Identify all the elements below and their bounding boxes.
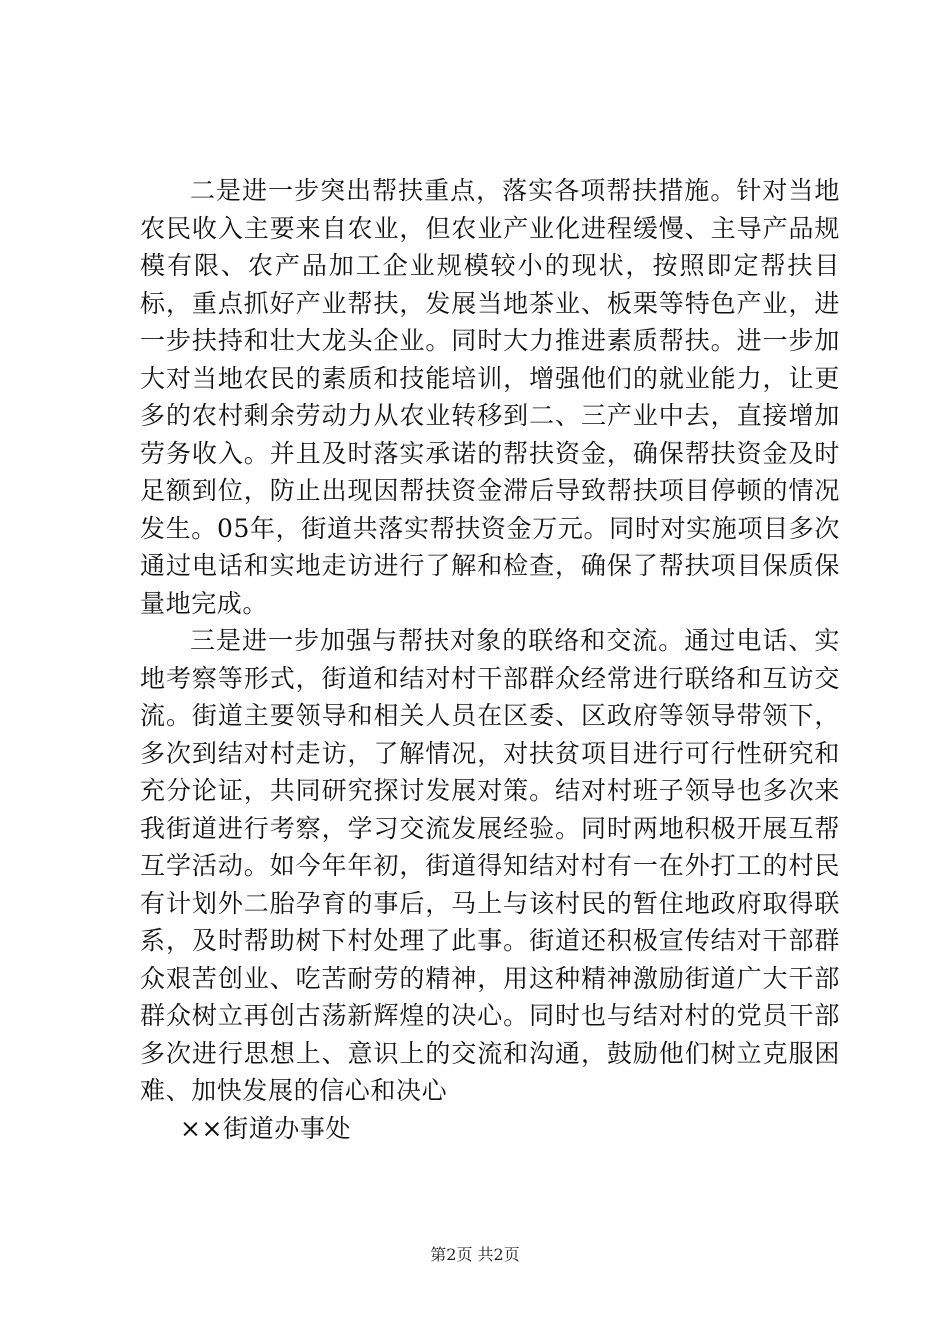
- document-body: [140, 172, 840, 1147]
- paragraph-3: 三是进一步加强与帮扶对象的联络和交流。通过电话、实地考察等形式，街道和结对村干部群众经常进行联络和互访交流。街道主要领导和相关人员在区委、区政府等领导带领下，多次到结对村走访，了解情况，对扶贫项目进行可行性研究和充分论证，共同研究探讨发展对策。结对村班子领导也多次来我街道进行考察，学习交流发展经验。同时两地积极开展互帮互学活动。如今年年初，街道得知结对村有一在外打工的村民有计划外二胎孕育的事后，马上与该村民的暂住地政府取得联系，及时帮助树下村处理了此事。街道还积极宣传结对干部群众艰苦创业、吃苦耐劳的精神，用这种精神激励街道广大干部群众树立再创古荡新辉煌的决心。同时也与结对村的党员干部多次进行思想上、意识上的交流和沟通，鼓励他们树立克服困难、加快发展的信心和决心: [140, 626, 840, 1105]
- page-footer: 第2页 共2页: [430, 1245, 520, 1264]
- signature: ××街道办事处: [180, 1113, 352, 1143]
- paragraph-2: 二是进一步突出帮扶重点，落实各项帮扶措施。针对当地农民收入主要来自农业，但农业产业化进程缓慢、主导产品规模有限、农产品加工企业规模较小的现状，按照即定帮扶目标，重点抓好产业帮扶，发展当地茶业、板栗等特色产业，进一步扶持和壮大龙头企业。同时大力推进素质帮扶。进一步加大对当地农民的素质和技能培训，增强他们的就业能力，让更多的农村剩余劳动力从农业转移到二、三产业中去，直接增加劳务收入。并且及时落实承诺的帮扶资金，确保帮扶资金及时足额到位，防止出现因帮扶资金滞后导致帮扶项目停顿的情况发生。05年，街道共落实帮扶资金万元。同时对实施项目多次通过电话和实地走访进行了解和检查，确保了帮扶项目保质保量地完成。: [140, 176, 840, 618]
